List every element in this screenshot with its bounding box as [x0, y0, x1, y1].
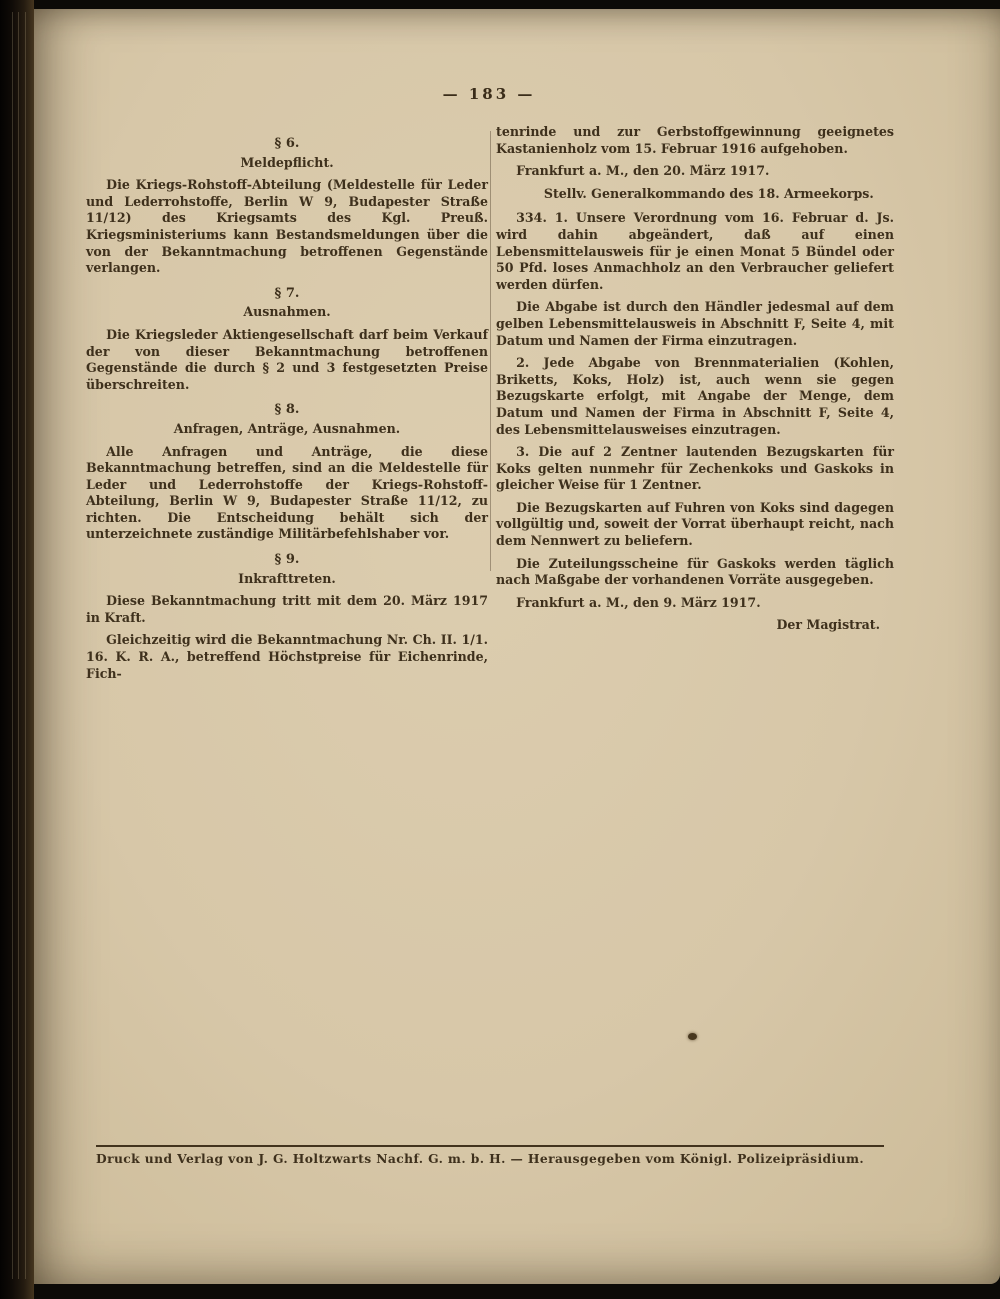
page-edge-line	[18, 12, 19, 1279]
signature-line: Der Magistrat.	[776, 617, 880, 633]
section-9	[86, 552, 488, 682]
paper	[34, 9, 1000, 1284]
column-divider	[490, 131, 491, 571]
paragraph: Die Kriegs-Rohstoff-Abteilung (Meldestelle für Leder und Lederrohstoffe, Berlin W 9, Budapester Straße 11/12) des Kriegsamts des Kgl. Preuß. Kriegsministeriums kann Bestandsmeldungen über die von der Bekanntmachung betroffenen Gegenstände verlangen.	[86, 177, 488, 276]
section-title: Anfragen, Anträge, Ausnahmen.	[173, 420, 401, 436]
signature-line: Stellv. Generalkommando des 18. Armeekorps.	[543, 185, 874, 201]
page-edge-line	[25, 12, 26, 1279]
paragraph: 334. 1. Unsere Verordnung vom 16. Februar d. Js. wird dahin abgeändert, daß auf einen Lebensmittelausweis für je einen Monat 5 Bündel oder 50 Pfd. loses Anmachholz an den Verbraucher geliefert werden dürfen.	[496, 210, 894, 292]
page-number: — 183 —	[442, 85, 536, 103]
paragraph: tenrinde und zur Gerbstoffgewinnung geeignetes Kastanienholz vom 15. Februar 1916 aufgehoben.	[496, 124, 894, 156]
paragraph: Die Kriegsleder Aktiengesellschaft darf beim Verkauf der von dieser Bekanntmachung betroffenen Gegenstände die durch § 2 und 3 festgesetzten Preise überschreiten.	[86, 326, 488, 392]
ink-speck	[688, 1033, 697, 1040]
paragraph: Gleichzeitig wird die Bekanntmachung Nr. Ch. II. 1/1. 16. K. R. A., betreffend Höchstpreise für Eichenrinde, Fich-	[86, 632, 488, 681]
paragraph: 3. Die auf 2 Zentner lautenden Bezugskarten für Koks gelten nunmehr für Zechenkoks und Gaskoks in gleicher Weise für 1 Zentner.	[496, 444, 894, 493]
section-heading: § 9.	[274, 552, 300, 568]
paragraph: 2. Jede Abgabe von Brennmaterialien (Kohlen, Briketts, Koks, Holz) ist, auch wenn sie gegen Bezugskarte erfolgt, mit Angabe der Menge, dem Datum und Namen der Firma in Abschnitt F, Seite 4, des Lebensmittelausweises einzutragen.	[496, 355, 894, 437]
section-title: Inkrafttreten.	[238, 570, 336, 586]
section-heading: § 8.	[274, 402, 300, 418]
left-column	[86, 127, 488, 688]
section-7	[86, 286, 488, 394]
paragraph: Diese Bekanntmachung tritt mit dem 20. März 1917 in Kraft.	[86, 593, 488, 625]
footer-imprint: Druck und Verlag von J. G. Holtzwarts Nachf. G. m. b. H. — Herausgegeben vom Königl. Polizeipräsidium.	[96, 1151, 865, 1166]
paragraph: Die Abgabe ist durch den Händler jedesmal auf dem gelben Lebensmittelausweis in Abschnitt F, Seite 4, mit Datum und Namen der Firma einzutragen.	[496, 299, 894, 348]
section-6	[86, 136, 488, 277]
section-heading: § 7.	[274, 285, 300, 301]
book-binding-edge	[0, 0, 34, 1299]
footer-rule	[96, 1145, 884, 1147]
paragraph: Alle Anfragen und Anträge, die diese Bekanntmachung betreffen, sind an die Meldestelle für Leder und Lederrohstoffe der Kriegs-Rohstoff-Abteilung, Berlin W 9, Budapester Straße 11/12, zu richten. Die Entscheidung behält sich der unterzeichnete zuständige Militärbefehlshaber vor.	[86, 443, 488, 542]
section-title: Ausnahmen.	[243, 304, 331, 320]
paragraph: Die Bezugskarten auf Fuhren von Koks sind dagegen vollgültig und, soweit der Vorrat überhaupt reicht, nach dem Nennwert zu beliefern.	[496, 499, 894, 549]
dateline: Frankfurt a. M., den 20. März 1917.	[516, 163, 770, 179]
paragraph: Die Zuteilungsscheine für Gaskoks werden täglich nach Maßgabe der vorhandenen Vorräte ausgegeben.	[496, 555, 894, 588]
section-8	[86, 402, 488, 543]
section-title: Meldepflicht.	[240, 154, 334, 170]
right-column	[496, 124, 894, 640]
section-heading: § 6.	[274, 136, 300, 151]
footer	[96, 1145, 884, 1166]
page-edge-line	[12, 12, 13, 1279]
dateline: Frankfurt a. M., den 9. März 1917.	[516, 594, 761, 610]
